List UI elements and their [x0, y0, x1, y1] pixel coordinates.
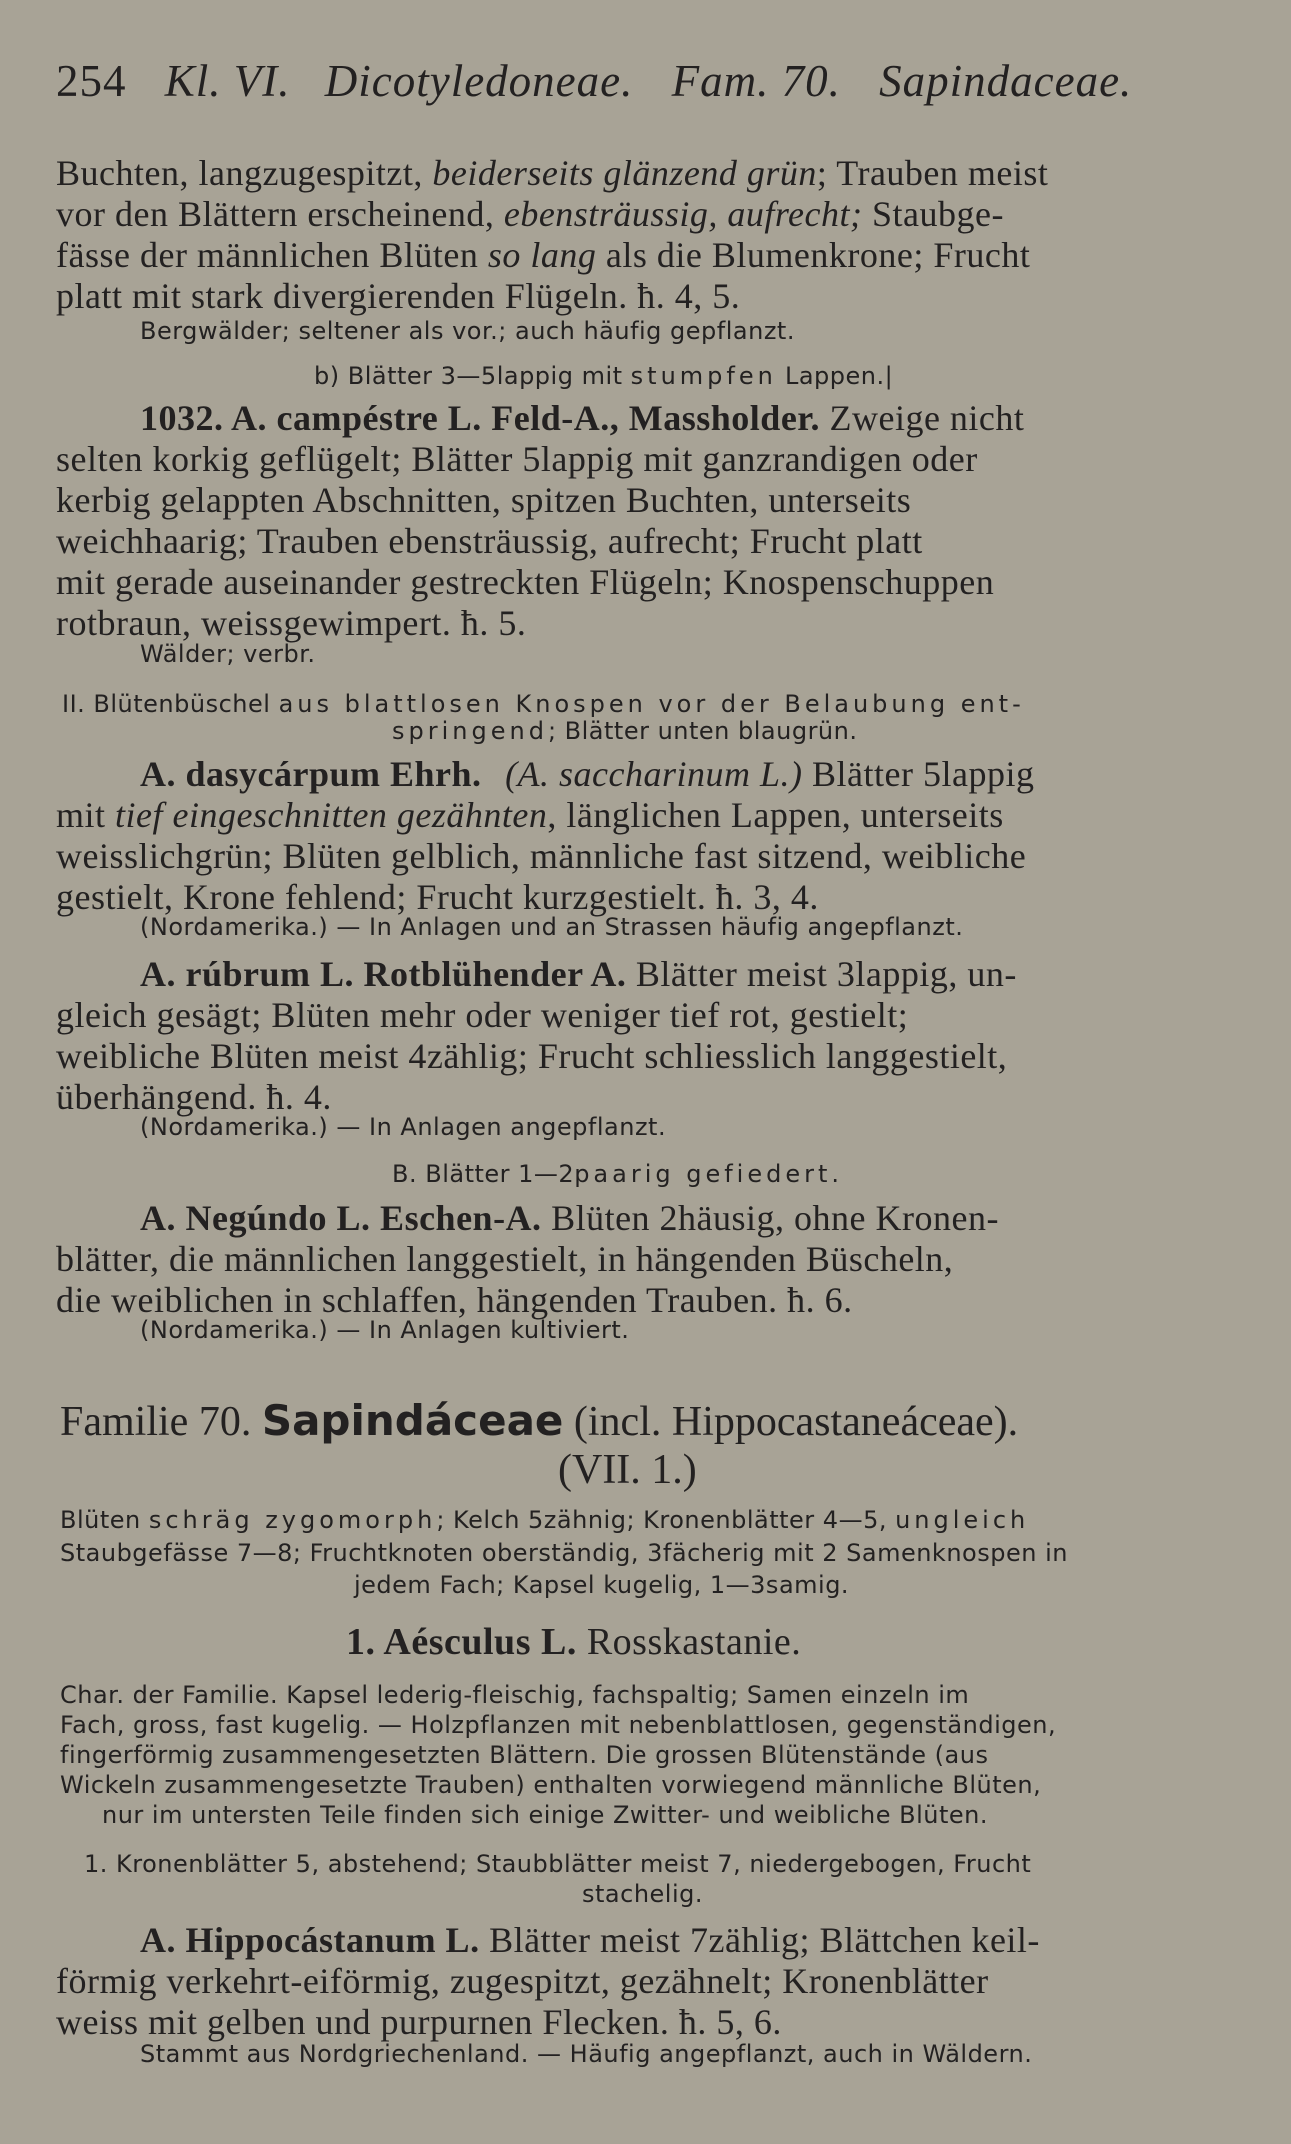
- section-heading: [314, 362, 893, 390]
- section-heading: [62, 690, 1025, 718]
- species-entry: [140, 1197, 999, 1239]
- genus-character: Fach, gross, fast kugelig. — Holzpflanzen mit nebenblattlosen, gegenständigen,: [60, 1711, 1057, 1739]
- italic-text: beiderseits glänzend grün: [432, 153, 817, 193]
- text-line: weibliche Blüten meist 4zählig; Frucht schliesslich langgestielt,: [56, 1036, 1008, 1076]
- text-line: die weiblichen in schlaffen, hängenden Trauben. ħ. 6.: [56, 1280, 853, 1320]
- header-class: Kl. VI.: [164, 56, 291, 106]
- text: Lappen.|: [776, 362, 894, 390]
- family-description: [60, 1506, 1029, 1534]
- family-description: jedem Fach; Kapsel kugelig, 1—3samig.: [354, 1571, 850, 1599]
- text: ; Trauben meist: [816, 153, 1049, 193]
- habitat-note: (Nordamerika.) — In Anlagen kultiviert.: [140, 1316, 630, 1344]
- section-heading: [392, 1160, 840, 1188]
- header-family-label: Fam. 70.: [671, 56, 841, 106]
- species-name: A. rúbrum L. Rotblühender A.: [140, 954, 627, 994]
- text: fässe der männlichen Blüten: [56, 235, 488, 275]
- family-class: (VII. 1.): [558, 1447, 697, 1493]
- text: Buchten, langzugespitzt,: [56, 153, 433, 193]
- habitat-note: Wälder; verbr.: [140, 640, 316, 668]
- habitat-note: (Nordamerika.) — In Anlagen und an Strassen häufig angepflanzt.: [140, 913, 964, 941]
- spaced-text: schräg zygomorph: [148, 1506, 437, 1534]
- text-line: gleich gesägt; Blüten mehr oder weniger tief rot, gestielt;: [56, 995, 909, 1035]
- family-extra: (incl. Hippocastaneáceae).: [563, 1399, 1019, 1445]
- text: mit: [56, 795, 116, 835]
- species-number: 1032.: [140, 398, 232, 438]
- italic-text: tief eingeschnitten gezähnten: [115, 795, 548, 835]
- text: , länglichen Lappen, unterseits: [547, 795, 1004, 835]
- text: Staubge-: [862, 194, 1004, 234]
- text-line: [56, 152, 1048, 194]
- species-name: A. Negúndo L. Eschen-A.: [140, 1198, 542, 1238]
- header-subclass: Dicotyledoneae.: [324, 56, 634, 106]
- family-number: Familie 70.: [60, 1399, 262, 1445]
- text-line: überhängend. ħ. 4.: [56, 1077, 332, 1117]
- genus-common-name: Rosskastanie.: [576, 1621, 802, 1663]
- spaced-text: paarig gefiedert: [574, 1160, 832, 1188]
- genus-character: Char. der Familie. Kapsel lederig-fleischig, fachspaltig; Samen einzeln im: [60, 1681, 970, 1709]
- text-line: rotbraun, weissgewimpert. ħ. 5.: [56, 603, 527, 643]
- text: ; Blätter unten blaugrün.: [547, 717, 858, 745]
- text-line: gestielt, Krone fehlend; Frucht kurzgestielt. ħ. 3, 4.: [56, 877, 819, 917]
- running-header: [56, 55, 1132, 107]
- text: .: [831, 1160, 840, 1188]
- species-entry: [140, 1919, 1040, 1961]
- page-number: 254: [56, 56, 127, 106]
- text-line: weichhaarig; Trauben ebensträussig, aufrecht; Frucht platt: [56, 521, 923, 561]
- species-name: A. campéstre L. Feld-A., Massholder.: [231, 398, 820, 438]
- italic-text: ebensträussig, aufrecht;: [503, 194, 863, 234]
- text-line: [56, 193, 1004, 235]
- text: ; Kelch 5zähnig; Kronenblätter 4—5,: [436, 1506, 896, 1534]
- text-line: mit gerade auseinander gestreckten Flügeln; Knospenschuppen: [56, 562, 995, 602]
- spaced-text: aus blattlosen Knospen vor der Belaubung ent-: [278, 690, 1025, 718]
- genus-character: fingerförmig zusammengesetzten Blättern. Die grossen Blütenstände (aus: [60, 1741, 989, 1769]
- text-line: [56, 234, 1030, 276]
- habitat-note: (Nordamerika.) — In Anlagen angepflanzt.: [140, 1113, 667, 1141]
- species-name: A. dasycárpum Ehrh.: [140, 754, 482, 794]
- habitat-note: Bergwälder; seltener als vor.; auch häufig gepflanzt.: [140, 317, 795, 345]
- text: als die Blumenkrone; Frucht: [596, 235, 1031, 275]
- species-name: A. Hippocástanum L.: [140, 1920, 480, 1960]
- text: b) Blätter 3—5lappig mit: [314, 362, 631, 390]
- key-line: 1. Kronenblätter 5, abstehend; Staubblätter meist 7, niedergebogen, Frucht: [84, 1850, 1032, 1878]
- text-line: platt mit stark divergierenden Flügeln. ħ. 4, 5.: [56, 276, 741, 316]
- synonym: (A. saccharinum L.): [505, 754, 803, 794]
- genus-character: Wickeln zusammengesetzte Trauben) enthalten vorwiegend männliche Blüten,: [60, 1771, 1042, 1799]
- text: Blätter meist 7zählig; Blättchen keil-: [479, 1920, 1040, 1960]
- text: Blätter meist 3lappig, un-: [626, 954, 1017, 994]
- text: vor den Blättern erscheinend,: [56, 194, 504, 234]
- habitat-note: Stammt aus Nordgriechenland. — Häufig angepflanzt, auch in Wäldern.: [140, 2040, 1033, 2068]
- key-line: stachelig.: [582, 1880, 703, 1908]
- family-name: Sapindáceae: [261, 1396, 564, 1445]
- text-line: [56, 794, 1004, 836]
- text: Blüten: [60, 1506, 149, 1534]
- text-line: blätter, die männlichen langgestielt, in hängenden Büscheln,: [56, 1239, 954, 1279]
- spaced-text: ungleich: [895, 1506, 1030, 1534]
- text-line: weiss mit gelben und purpurnen Flecken. ħ. 5, 6.: [56, 2002, 782, 2042]
- text: B. Blätter 1—2: [392, 1160, 575, 1188]
- genus-heading: [346, 1620, 801, 1664]
- species-entry: [140, 953, 1017, 995]
- family-description: Staubgefässe 7—8; Fruchtknoten oberständig, 3fächerig mit 2 Samenknospen in: [60, 1539, 1068, 1567]
- section-heading: [392, 717, 857, 745]
- text: Zweige nicht: [819, 398, 1025, 438]
- text: II. Blütenbüschel: [62, 690, 279, 718]
- header-family-name: Sapindaceae.: [879, 56, 1133, 106]
- text-line: selten korkig geflügelt; Blätter 5lappig mit ganzrandigen oder: [56, 439, 978, 479]
- text: Blätter 5lappig: [802, 754, 1035, 794]
- genus-character: nur im untersten Teile finden sich einige Zwitter- und weibliche Blüten.: [102, 1801, 988, 1829]
- spaced-text: stumpfen: [630, 362, 777, 390]
- species-entry: [140, 397, 1024, 439]
- genus-name: 1. Aésculus L.: [346, 1621, 577, 1663]
- text-line: weisslichgrün; Blüten gelblich, männliche fast sitzend, weibliche: [56, 836, 1027, 876]
- family-heading: [60, 1396, 1018, 1446]
- text: Blüten 2häusig, ohne Kronen-: [541, 1198, 999, 1238]
- spaced-text: springend: [392, 717, 548, 745]
- italic-text: so lang: [487, 235, 597, 275]
- text-line: kerbig gelappten Abschnitten, spitzen Buchten, unterseits: [56, 480, 912, 520]
- text-line: förmig verkehrt-eiförmig, zugespitzt, gezähnelt; Kronenblätter: [56, 1961, 989, 2001]
- species-entry: [140, 753, 1034, 795]
